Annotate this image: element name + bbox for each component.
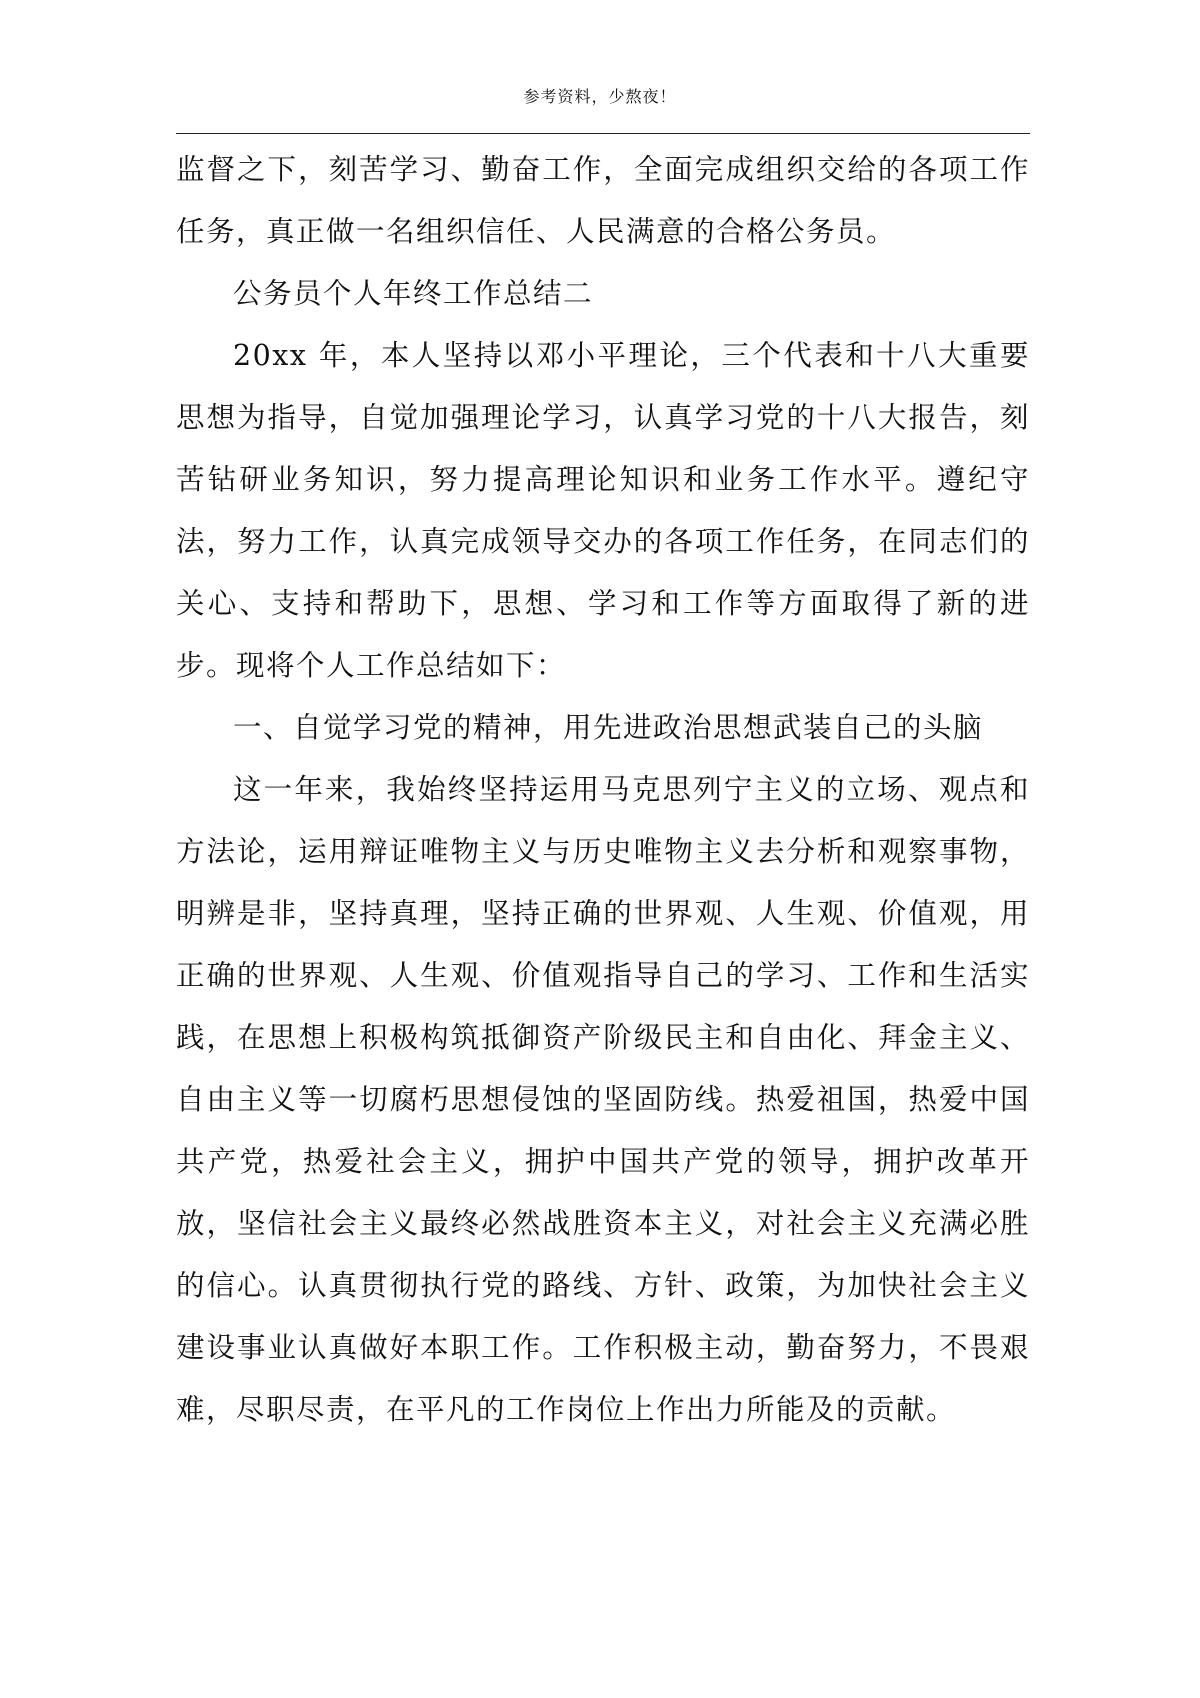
- paragraph-continuation: 监督之下，刻苦学习、勤奋工作，全面完成组织交给的各项工作任务，真正做一名组织信任、人民满意的合格公务员。: [176, 153, 1030, 248]
- document-body: [176, 139, 1030, 1441]
- paragraph-body: 这一年来，我始终坚持运用马克思列宁主义的立场、观点和方法论，运用辩证唯物主义与历史唯物主义去分析和观察事物，明辨是非，坚持真理，坚持正确的世界观、人生观、价值观，用正确的世界观、人生观、价值观指导自己的学习、工作和生活实践，在思想上积极构筑抵御资产阶级民主和自由化、拜金主义、自由主义等一切腐朽思想侵蚀的坚固防线。热爱祖国，热爱中国共产党，热爱社会主义，拥护中国共产党的领导，拥护改革开放，坚信社会主义最终必然战胜资本主义，对社会主义充满必胜的信心。认真贯彻执行党的路线、方针、政策，为加快社会主义建设事业认真做好本职工作。工作积极主动，勤奋努力，不畏艰难，尽职尽责，在平凡的工作岗位上作出力所能及的贡献。: [176, 773, 1030, 1426]
- paragraph-intro: 20xx 年，本人坚持以邓小平理论，三个代表和十八大重要思想为指导，自觉加强理论学习，认真学习党的十八大报告，刻苦钻研业务知识，努力提高理论知识和业务工作水平。遵纪守法，努力工作，认真完成领导交办的各项工作任务，在同志们的关心、支持和帮助下，思想、学习和工作等方面取得了新的进步。现将个人工作总结如下：: [176, 339, 1030, 682]
- page-header: 参考资料，少熬夜！: [523, 87, 677, 106]
- section-heading-one: 一、自觉学习党的精神，用先进政治思想武装自己的头脑: [233, 711, 984, 744]
- section-title: 公务员个人年终工作总结二: [233, 277, 594, 310]
- header-divider: [176, 133, 1030, 134]
